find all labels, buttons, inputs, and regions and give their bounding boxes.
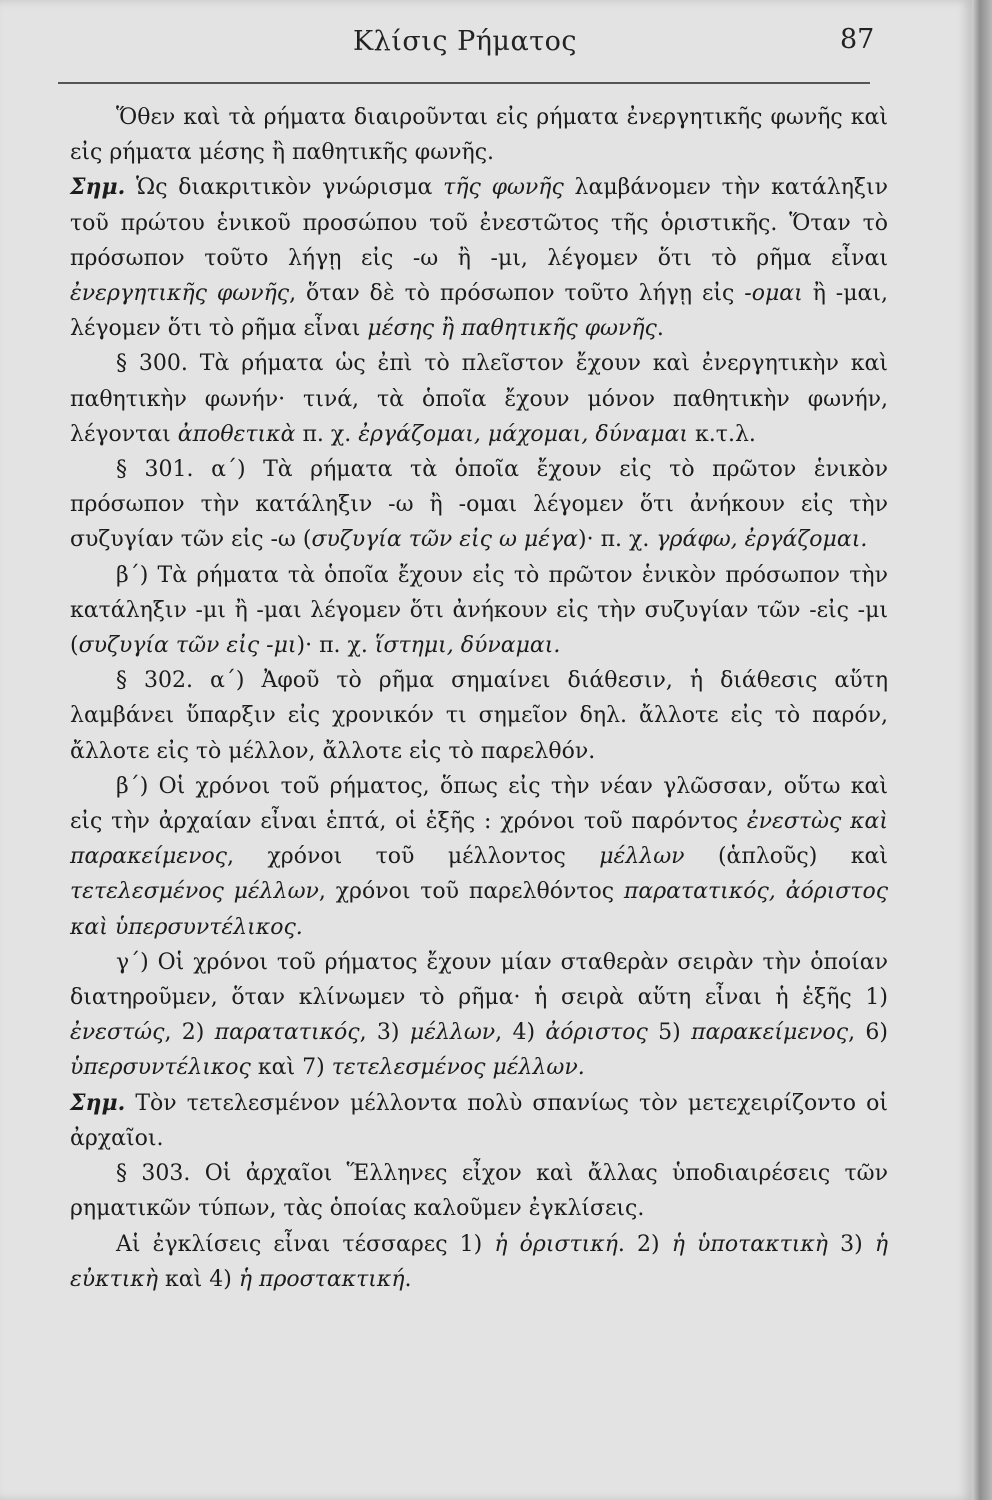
paragraph-note [70, 1086, 888, 1156]
italic-term: ἐνεστὼς καὶ παρακείμενος [70, 809, 888, 870]
text-run: καὶ 7) [250, 1055, 332, 1081]
text-run: β΄) Τὰ ρήματα τὰ ὁποῖα ἔχουν εἰς τὸ πρῶτον ἑνικὸν πρόσωπον τὴν κατάληξιν -μι ἢ -μαι λέγομεν ὅτι ἀνήκουν εἰς τὴν συζυγίαν τῶν -εἰς -μι ( [70, 562, 888, 659]
text-run: § 300. Τὰ ρήματα ὡς ἐπὶ τὸ πλεῖστον ἔχουν καὶ ἐνεργητικὴν καὶ παθητικὴν φωνήν· τινά, τὰ ὁποῖα ἔχουν μόνον παθητικὴν φωνήν, λέγονται [70, 351, 888, 447]
text-run: β΄) Οἱ χρόνοι τοῦ ρήματος, ὅπως εἰς τὴν νέαν γλῶσσαν, οὕτω καὶ εἰς τὴν ἀρχαίαν εἶναι ἑπτά, οἱ ἑξῆς : χρόνοι τοῦ παρόντος [70, 773, 888, 835]
italic-term: ἐνεργητικῆς φωνῆς [70, 281, 290, 307]
text-run: Τὸν τετελεσμένον μέλλοντα πολὺ σπανίως τὸν μετεχειρίζοντο οἱ ἀρχαῖοι. [70, 1090, 888, 1151]
paragraph [70, 100, 888, 170]
text-run: , 3) [359, 1020, 410, 1046]
paragraph-note [70, 170, 888, 346]
text-run: Ὅθεν καὶ τὰ ρήματα διαιροῦνται εἰς ρήματα ἐνεργητικῆς φωνῆς καὶ εἰς ρήματα μέσης ἢ παθητικῆς φωνῆς. [70, 105, 888, 166]
italic-term: ἐργάζομαι, μάχομαι, δύναμαι [358, 421, 689, 447]
text-run: § 303. Οἱ ἀρχαῖοι Ἕλληνες εἶχον καὶ ἄλλας ὑποδιαιρέσεις τῶν ρηματικῶν τύπων, τὰς ὁποίας καλοῦμεν ἐγκλίσεις. [70, 1161, 888, 1222]
text-run: , 4) [495, 1020, 546, 1046]
italic-term: παρατατικός, ἀόριστος καὶ ὑπερσυντέλικος. [70, 879, 889, 940]
text-run: § 301. α΄) Τὰ ρήματα τὰ ὁποῖα ἔχουν εἰς τὸ πρῶτον ἑνικὸν πρόσωπον τὴν κατάληξιν -ω ἢ -ομαι λέγομεν ὅτι ἀνήκουν εἰς τὴν συζυγίαν τῶν εἰς -ω ( [70, 457, 888, 553]
italic-term: ἀόριστος [545, 1020, 648, 1046]
body-text [70, 100, 888, 1297]
running-head-title: Κλίσις Ρήματος [352, 26, 578, 57]
paragraph-moods [70, 1227, 888, 1297]
paragraph-section-301b [70, 558, 888, 664]
italic-term: μέσης ἢ παθητικῆς φωνῆς [367, 316, 657, 342]
text-run: Αἱ ἐγκλίσεις εἶναι τέσσαρες 1) [116, 1231, 495, 1257]
italic-term: παρακείμενος [691, 1020, 849, 1046]
italic-term: παρατατικός [214, 1020, 360, 1046]
text-run: (ἁπλοῦς) καὶ [684, 844, 888, 870]
italic-term: τῆς φωνῆς [443, 175, 564, 201]
text-run: Ὡς διακριτικὸν γνώρισμα [125, 175, 444, 201]
italic-term: ἡ ὁριστική [494, 1231, 618, 1257]
italic-term: ὑπερσυντέλικος [70, 1055, 251, 1081]
text-run: , ὅταν δὲ τὸ πρόσωπον τοῦτο λήγῃ εἰς [289, 281, 745, 307]
page-edge [972, 0, 992, 1500]
italic-term: ἡ προστακτική [238, 1266, 405, 1292]
paragraph-section-302a [70, 663, 888, 769]
text-run: )· π. χ. [296, 633, 375, 659]
italic-term: ἡ εὐκτικὴ [70, 1231, 889, 1292]
italic-term: μέλλων [599, 844, 685, 870]
text-run: . 2) [617, 1231, 672, 1257]
text-run: 3) [827, 1231, 875, 1257]
italic-term: -ομαι [744, 281, 803, 307]
text-run: , χρόνοι τοῦ μέλλοντος [227, 844, 600, 870]
paragraph-section-302b [70, 769, 888, 945]
italic-term: τετελεσμένος μέλλων [70, 879, 319, 905]
note-label: Σημ. [70, 174, 126, 201]
italic-term: ἐνεστώς [70, 1020, 165, 1046]
text-run: , χρόνοι τοῦ παρελθόντος [318, 879, 624, 905]
header-rule [58, 82, 870, 84]
text-run: . [404, 1266, 412, 1292]
italic-term: συζυγία τῶν εἰς -μι [78, 633, 297, 659]
text-run: π. χ. [295, 421, 359, 447]
note-label: Σημ. [70, 1089, 126, 1116]
italic-term: μέλλων [409, 1020, 496, 1046]
paragraph-section-302c [70, 945, 888, 1086]
paragraph-section-301a [70, 452, 888, 558]
italic-term: ἀποθετικὰ [177, 421, 296, 447]
italic-term: συζυγία τῶν εἰς ω μέγα [311, 527, 579, 553]
text-run: γ΄) Οἱ χρόνοι τοῦ ρήματος ἔχουν μίαν σταθερὰν σειρὰν τὴν ὁποίαν διατηροῦμεν, ὅταν κλίνωμεν τὸ ρῆμα· ἡ σειρὰ αὕτη εἶναι ἡ ἑξῆς 1) [70, 949, 888, 1011]
text-run: , 6) [848, 1020, 888, 1046]
text-run: ἢ -μαι, λέγομεν ὅτι τὸ ρῆμα εἶναι [70, 281, 889, 342]
text-run: , 2) [164, 1020, 215, 1046]
text-run: § 302. α΄) Ἀφοῦ τὸ ρῆμα σημαίνει διάθεσιν, ἡ διάθεσις αὕτη λαμβάνει ὕπαρξιν εἰς χρονικόν τι σημεῖον δηλ. ἄλλοτε εἰς τὸ παρόν, ἄλλοτε εἰς τὸ μέλλον, ἄλλοτε εἰς τὸ παρελθόν. [70, 668, 888, 764]
page-number: 87 [840, 24, 875, 55]
text-run: λαμβάνομεν τὴν κατάληξιν τοῦ πρώτου ἑνικοῦ προσώπου τοῦ ἐνεστῶτος τῆς ὁριστικῆς. Ὅταν τὸ πρόσωπον τοῦτο λήγῃ εἰς -ω ἢ -μι, λέγομεν ὅτι τὸ ρῆμα εἶναι [70, 175, 888, 271]
italic-term: ἡ ὑποτακτικὴ [671, 1231, 828, 1257]
italic-term: τετελεσμένος μέλλων. [331, 1055, 585, 1081]
text-run: κ.τ.λ. [688, 421, 756, 447]
paragraph-section-300 [70, 346, 888, 452]
italic-term: γράφω, ἐργάζομαι. [656, 527, 868, 553]
text-run: 5) [647, 1020, 692, 1046]
text-run: . [656, 316, 664, 342]
paragraph-section-303 [70, 1156, 888, 1226]
italic-term: ἵστημι, δύναμαι. [374, 633, 561, 659]
text-run: )· π. χ. [578, 527, 657, 553]
text-run: καὶ 4) [158, 1266, 239, 1292]
